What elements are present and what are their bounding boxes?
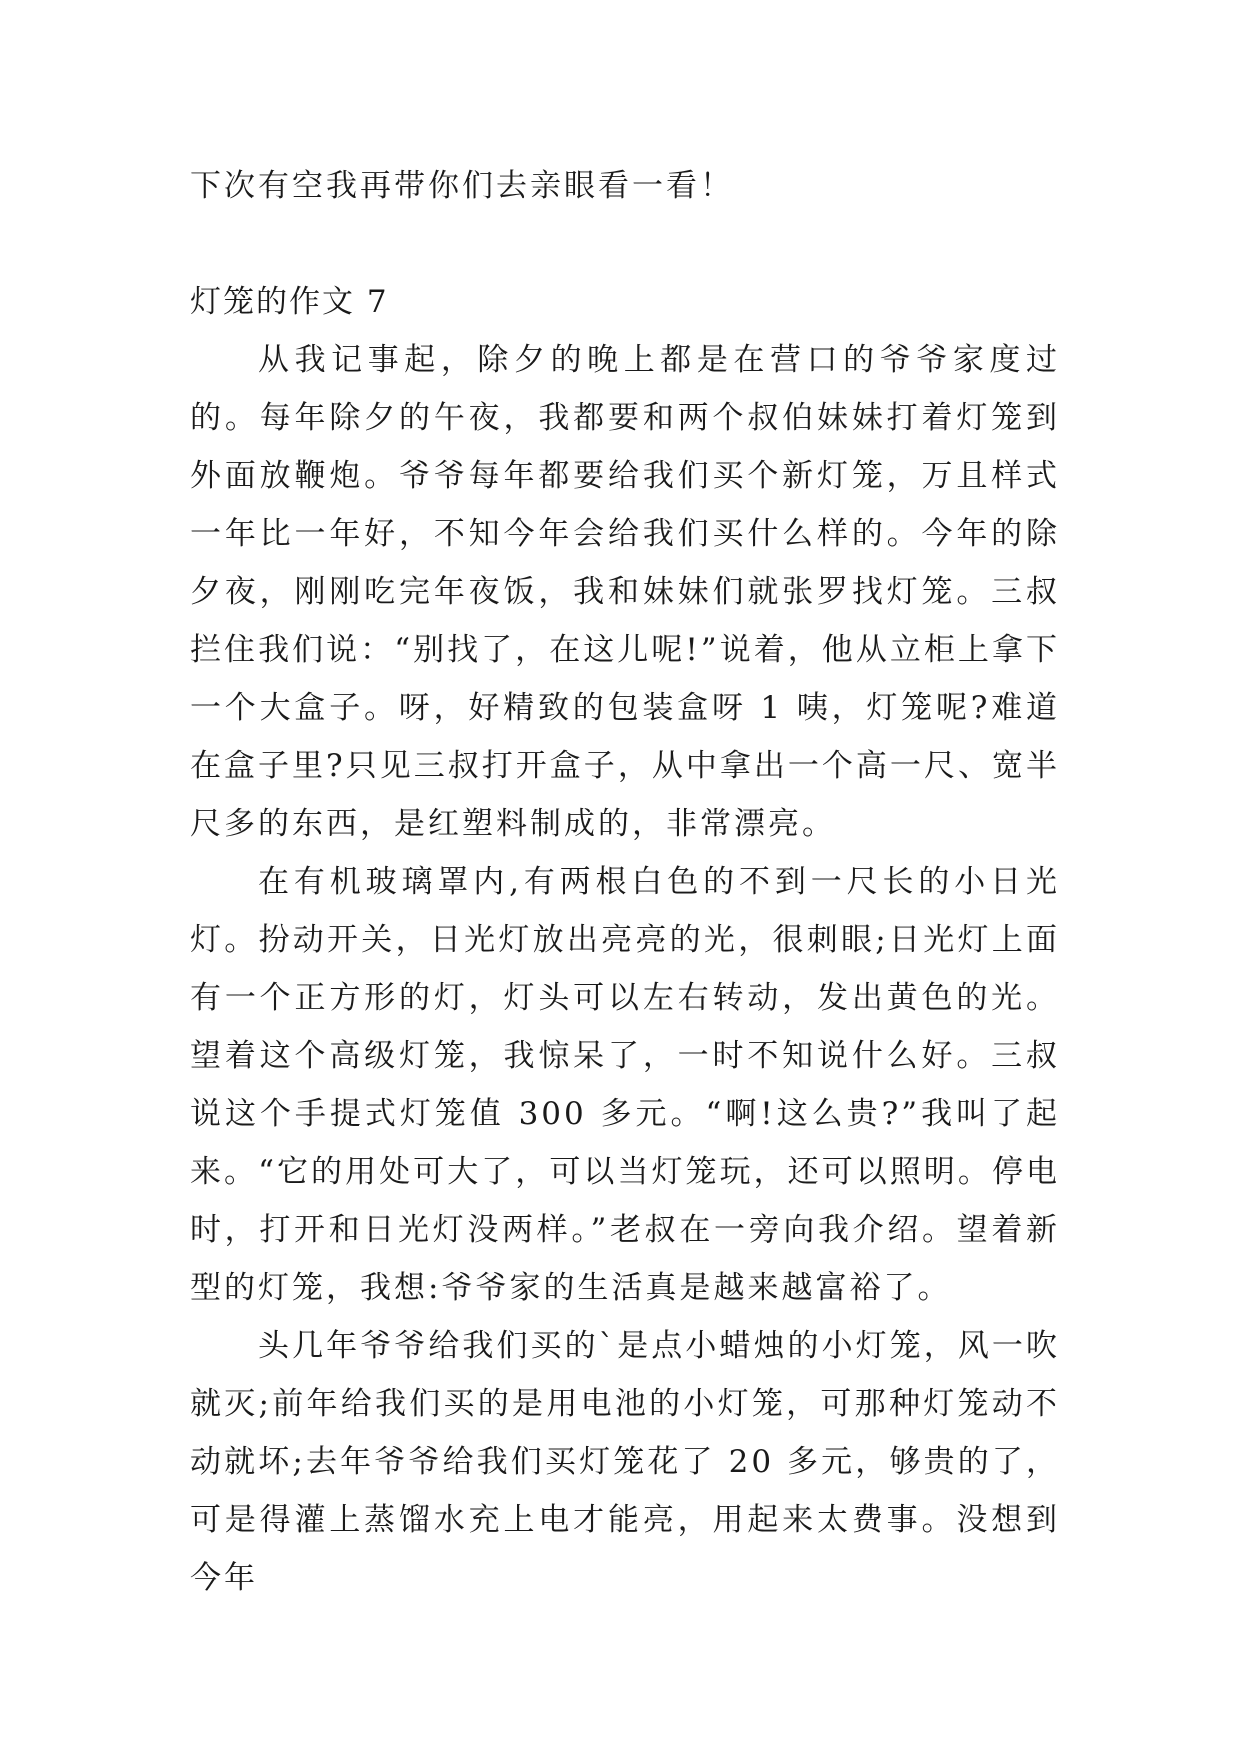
document-body xyxy=(190,157,1060,1607)
paragraph-3: 头几年爷爷给我们买的`是点小蜡烛的小灯笼，风一吹就灭;前年给我们买的是用电池的小灯笼，可那种灯笼动不动就坏;去年爷爷给我们买灯笼花了 20 多元，够贵的了，可是得灌上蒸馏水充上电才能亮，用起来太费事。没想到今年 xyxy=(190,1328,1060,1596)
paragraph-2: 在有机玻璃罩内,有两根白色的不到一尺长的小日光灯。扮动开关，日光灯放出亮亮的光，很刺眼;日光灯上面有一个正方形的灯，灯头可以左右转动，发出黄色的光。望着这个高级灯笼，我惊呆了，一时不知说什么好。三叔说这个手提式灯笼值 300 多元。“啊!这么贵?”我叫了起来。“它的用处可大了，可以当灯笼玩，还可以照明。停电时，打开和日光灯没两样。”老叔在一旁向我介绍。望着新型的灯笼，我想:爷爷家的生活真是越来越富裕了。 xyxy=(190,864,1060,1306)
continuation-line: 下次有空我再带你们去亲眼看一看！ xyxy=(190,168,734,204)
essay-heading: 灯笼的作文 7 xyxy=(190,284,389,320)
paragraph-1: 从我记事起，除夕的晚上都是在营口的爷爷家度过的。每年除夕的午夜，我都要和两个叔伯妹妹打着灯笼到外面放鞭炮。爷爷每年都要给我们买个新灯笼，万且样式一年比一年好，不知今年会给我们买什么样的。今年的除夕夜，刚刚吃完年夜饭，我和妹妹们就张罗找灯笼。三叔拦住我们说：“别找了，在这儿呢!”说着，他从立柜上拿下一个大盒子。呀，好精致的包装盒呀 1 咦，灯笼呢?难道在盒子里?只见三叔打开盒子，从中拿出一个高一尺、宽半尺多的东西，是红塑料制成的，非常漂亮。 xyxy=(190,342,1060,842)
